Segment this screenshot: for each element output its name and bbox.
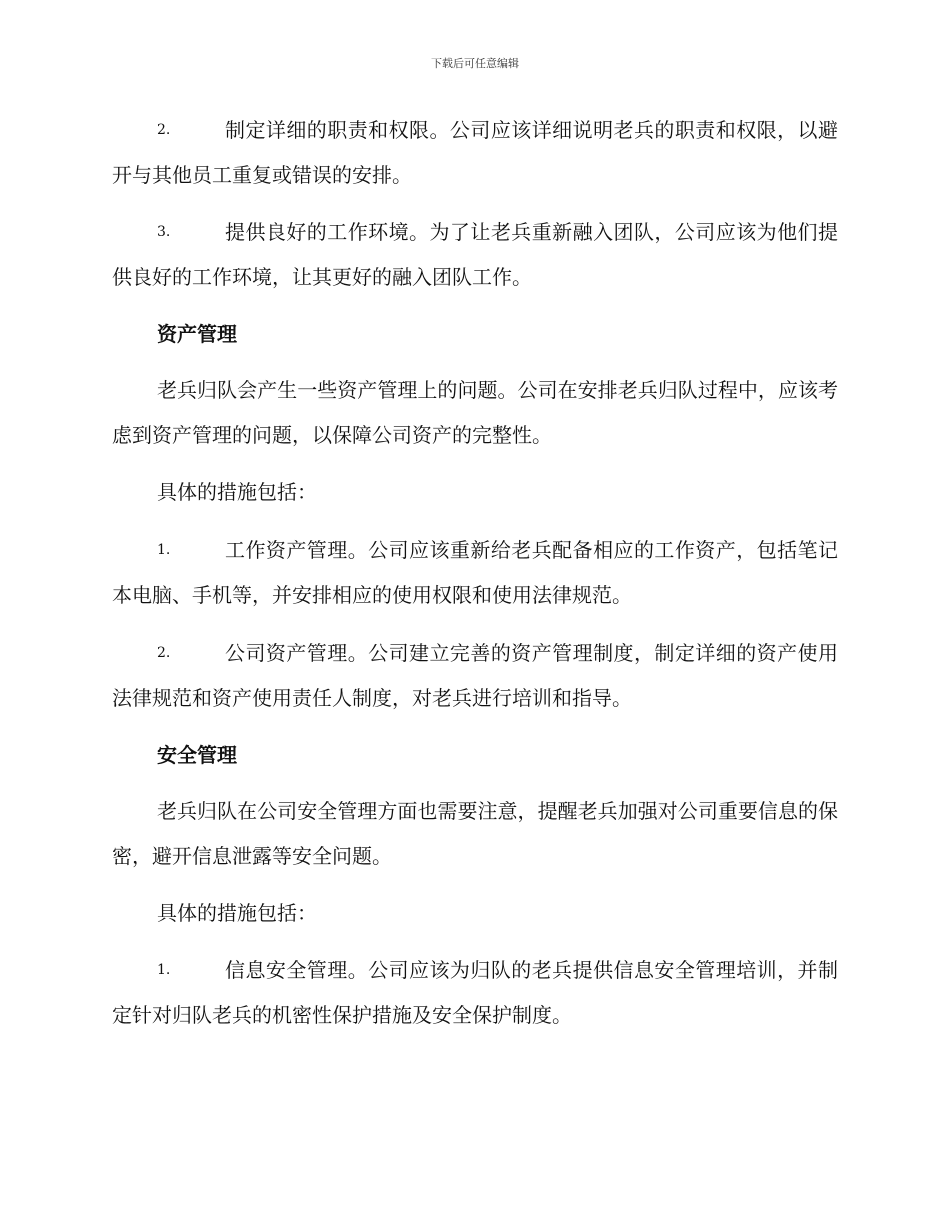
paragraph xyxy=(112,470,838,515)
list-item-number: 3. xyxy=(157,224,171,240)
list-item xyxy=(112,631,838,721)
list-item-text: 信息安全管理。公司应该为归队的老兵提供信息安全管理培训，并制定针对归队老兵的机密性保护措施及安全保护制度。 xyxy=(112,958,838,1027)
list-item-number: 2. xyxy=(157,122,171,138)
list-item xyxy=(112,948,838,1038)
list-item-text: 公司资产管理。公司建立完善的资产管理制度，制定详细的资产使用法律规范和资产使用责任人制度，对老兵进行培训和指导。 xyxy=(112,641,838,710)
section-heading-security: 安全管理 xyxy=(157,743,237,767)
paragraph-text: 老兵归队会产生一些资产管理上的问题。公司在安排老兵归队过程中，应该考虑到资产管理的问题，以保障公司资产的完整性。 xyxy=(112,378,838,447)
list-item-number: 1. xyxy=(157,962,171,978)
paragraph-text: 具体的措施包括： xyxy=(157,480,317,504)
paragraph xyxy=(112,789,838,879)
list-item xyxy=(112,210,838,300)
section-heading-assets: 资产管理 xyxy=(157,322,237,346)
paragraph-text: 具体的措施包括： xyxy=(157,901,317,925)
paragraph xyxy=(112,891,838,936)
list-item-text: 提供良好的工作环境。为了让老兵重新融入团队，公司应该为他们提供良好的工作环境，让其更好的融入团队工作。 xyxy=(112,220,838,289)
list-item-text: 工作资产管理。公司应该重新给老兵配备相应的工作资产，包括笔记本电脑、手机等，并安排相应的使用权限和使用法律规范。 xyxy=(112,538,838,607)
list-item xyxy=(112,528,838,618)
list-item-text: 制定详细的职责和权限。公司应该详细说明老兵的职责和权限，以避开与其他员工重复或错误的安排。 xyxy=(112,118,838,187)
list-item-number: 2. xyxy=(157,645,171,661)
paragraph-text: 老兵归队在公司安全管理方面也需要注意，提醒老兵加强对公司重要信息的保密，避开信息泄露等安全问题。 xyxy=(112,799,838,868)
list-item xyxy=(112,108,838,198)
paragraph xyxy=(112,368,838,458)
list-item-number: 1. xyxy=(157,542,171,558)
page-header-note: 下载后可任意编辑 xyxy=(431,57,519,70)
